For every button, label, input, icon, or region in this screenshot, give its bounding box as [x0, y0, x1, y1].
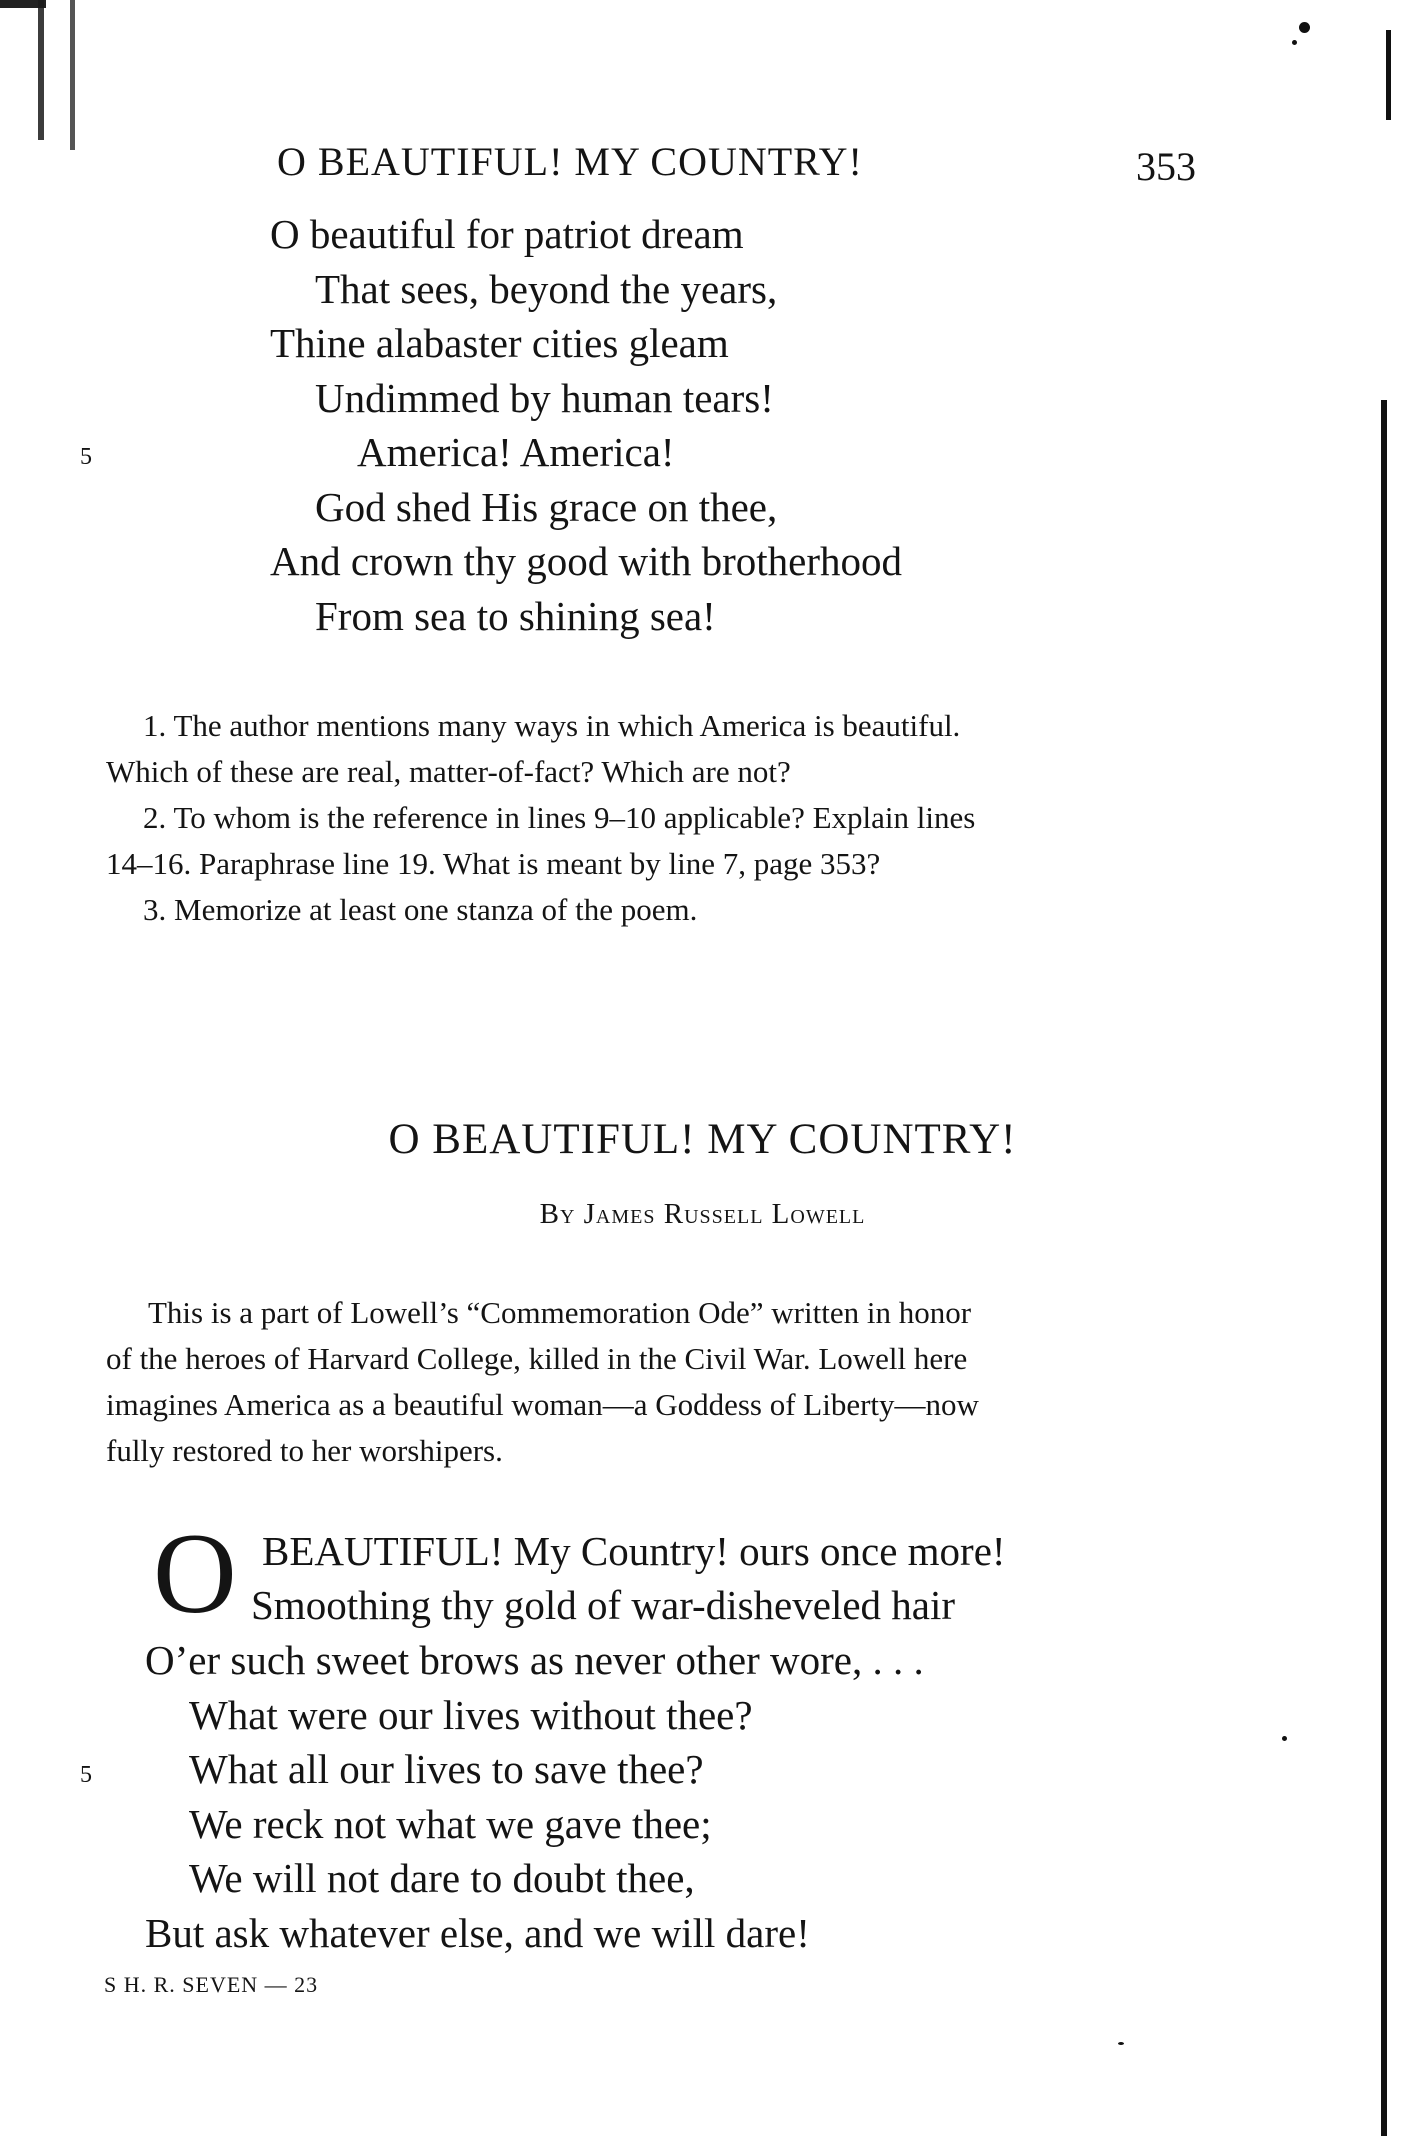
selection-title: O BEAUTIFUL! MY COUNTRY!: [388, 1116, 1017, 1163]
poem-line: Thine alabaster cities gleam: [270, 320, 729, 366]
scan-speck: [1292, 40, 1297, 45]
poem-line: And crown thy good with brotherhood: [270, 538, 902, 584]
line-number-marker: 5: [80, 1762, 92, 1788]
scan-speck: [1282, 1736, 1287, 1741]
poem-line: BEAUTIFUL! My Country! ours once more!: [262, 1528, 1006, 1574]
poem-line: What were our lives without thee?: [189, 1692, 753, 1738]
printer-signature: S H. R. SEVEN — 23: [104, 1972, 319, 1997]
intro-line: This is a part of Lowell’s “Commemoration Ode” written in honor: [148, 1295, 972, 1330]
running-title: O BEAUTIFUL! MY COUNTRY!: [277, 139, 863, 184]
drop-cap: O: [153, 1510, 237, 1638]
poem-line: We reck not what we gave thee;: [189, 1801, 712, 1847]
study-question-line: Which of these are real, matter-of-fact? Which are not?: [106, 754, 791, 789]
poem-line: What all our lives to save thee?: [189, 1746, 704, 1792]
study-question-line: 14–16. Paraphrase line 19. What is meant by line 7, page 353?: [106, 846, 881, 881]
intro-line: fully restored to her worshipers.: [106, 1433, 503, 1468]
poem-line: Undimmed by human tears!: [315, 375, 774, 421]
poem-line: We will not dare to doubt thee,: [189, 1855, 695, 1901]
poem-line: From sea to shining sea!: [315, 593, 716, 639]
poem-line: But ask whatever else, and we will dare!: [145, 1910, 810, 1956]
poem-line: America! America!: [357, 429, 675, 475]
poem-line: O’er such sweet brows as never other wore, . . .: [145, 1637, 924, 1683]
selection-byline: By James Russell Lowell: [539, 1198, 866, 1230]
line-number-marker: 5: [80, 444, 92, 470]
study-question-line: 2. To whom is the reference in lines 9–10 applicable? Explain lines: [143, 800, 976, 835]
poem-line: Smoothing thy gold of war-disheveled hair: [251, 1582, 956, 1628]
page-number: 353: [1136, 144, 1196, 189]
poem-line: God shed His grace on thee,: [315, 484, 778, 530]
poem-line: O beautiful for patriot dream: [270, 211, 744, 257]
scan-artifact-right-edge-top: [1386, 30, 1391, 120]
scan-speck: [1118, 2042, 1124, 2045]
intro-line: of the heroes of Harvard College, killed in the Civil War. Lowell here: [106, 1341, 968, 1376]
scan-artifact-right-edge: [1381, 400, 1387, 2136]
scan-speck: [1299, 22, 1310, 33]
study-question-line: 1. The author mentions many ways in which America is beautiful.: [143, 708, 961, 743]
poem-line: That sees, beyond the years,: [315, 266, 778, 312]
study-question-line: 3. Memorize at least one stanza of the poem.: [143, 892, 698, 927]
scan-artifact-left-edge: [38, 0, 44, 140]
scan-artifact-left-edge-2: [70, 0, 75, 150]
intro-line: imagines America as a beautiful woman—a Goddess of Liberty—now: [106, 1387, 979, 1422]
